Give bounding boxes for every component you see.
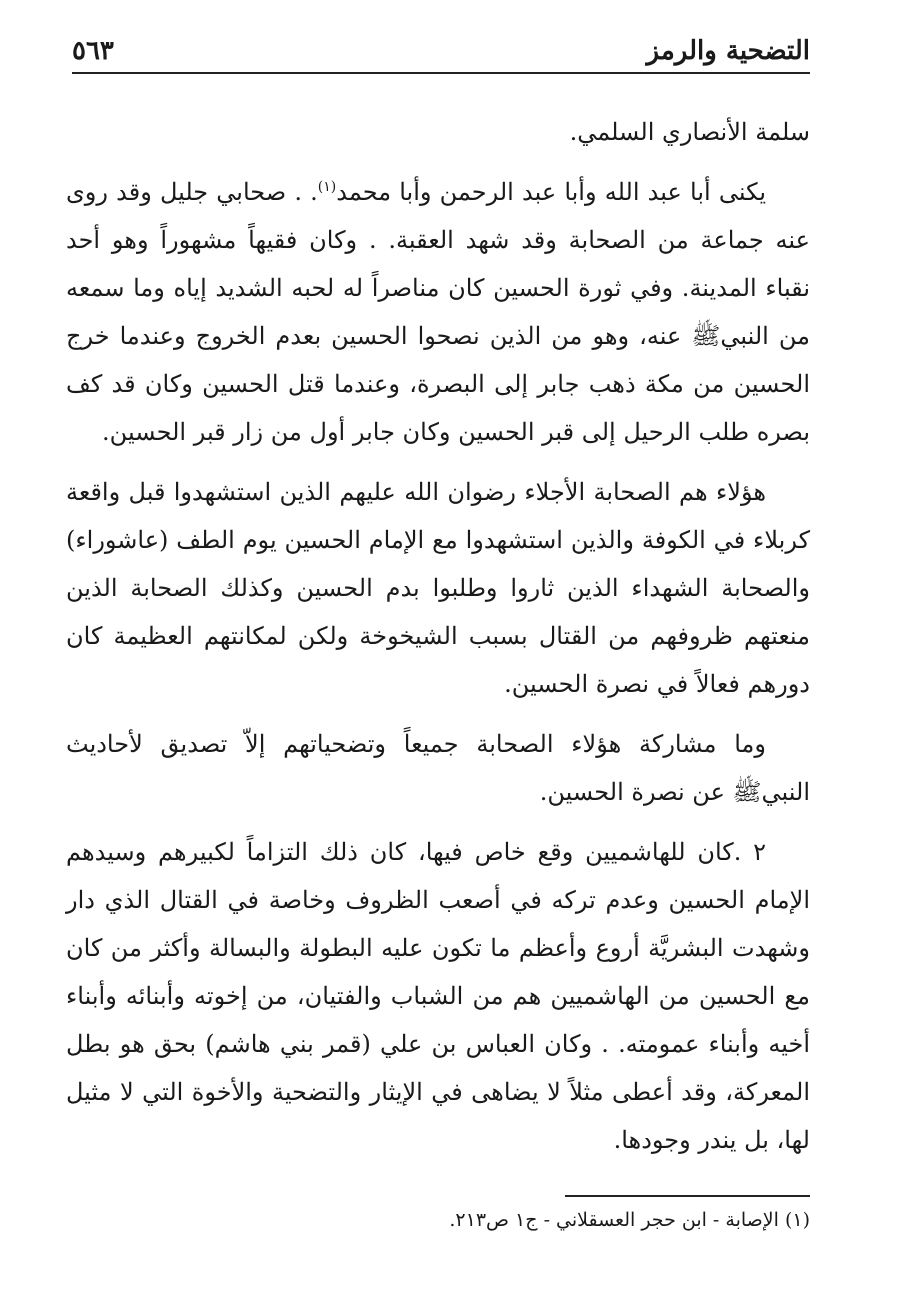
footnote-reference: (١) <box>317 179 337 195</box>
paragraph <box>66 168 810 456</box>
footnote: (١) الإصابة - ابن حجر العسقلاني - ج١ ص٢١٣. <box>449 1209 810 1231</box>
paragraph: هؤلاء هم الصحابة الأجلاء رضوان الله عليهم الذين استشهدوا قبل واقعة كربلاء في الكوفة والذين استشهدوا مع الإمام الحسين يوم الطف (عاشوراء) والصحابة الشهداء الذين ثاروا وطلبوا بدم الحسين وكذلك الصحابة الذين منعتهم ظروفهم من القتال بسبب الشيخوخة ولكن لمكانتهم العظيمة كان دورهم فعالاً في نصرة الحسين. <box>66 478 810 698</box>
paragraph: ٢ .كان للهاشميين وقع خاص فيها، كان ذلك التزاماً لكبيرهم وسيدهم الإمام الحسين وعدم تركه في أصعب الظروف وخاصة في القتال الذي دار وشهدت البشريَّة أروع وأعظم ما تكون عليه البطولة والبسالة وأكثر من كان مع الحسين من الهاشميين هم من الشباب والفتيان، من إخوته وأبنائه وأبناء أخيه وأبناء عمومته. . وكان العباس بن علي (قمر بني هاشم) بحق هو بطل المعركة، وقد أعطى مثلاً لا يضاهى في الإيثار والتضحية والأخوة التي لا مثيل لها، بل يندر وجودها. <box>66 838 810 1154</box>
paragraph: سلمة الأنصاري السلمي. <box>569 118 810 146</box>
page-number: ٥٦٣ <box>72 36 114 66</box>
paragraph: وما مشاركة هؤلاء الصحابة جميعاً وتضحياتهم إلاّ تصديق لأحاديث النبيﷺ عن نصرة الحسين. <box>66 730 810 806</box>
footnote-divider <box>565 1195 810 1197</box>
paragraph-text: يكنى أبا عبد الله وأبا عبد الرحمن وأبا محمد <box>336 178 767 206</box>
body-text <box>66 108 810 1176</box>
paragraph-text: . . صحابي جليل وقد روى عنه جماعة من الصحابة وقد شهد العقبة. . وكان فقيهاً مشهوراً وهو أحد نقباء المدينة. وفي ثورة الحسين كان مناصراً له لحبه الشديد إياه وما سمعه من النبيﷺ عنه، وهو من الذين نصحوا الحسين بعدم الخروج وعندما خرج الحسين من مكة ذهب جابر إلى البصرة، وعندما قتل الحسين وكان قد كف بصره طلب الرحيل إلى قبر الحسين وكان جابر أول من زار قبر الحسين. <box>66 178 811 446</box>
running-title: التضحية والرمز <box>646 36 810 66</box>
page-header <box>72 30 810 74</box>
